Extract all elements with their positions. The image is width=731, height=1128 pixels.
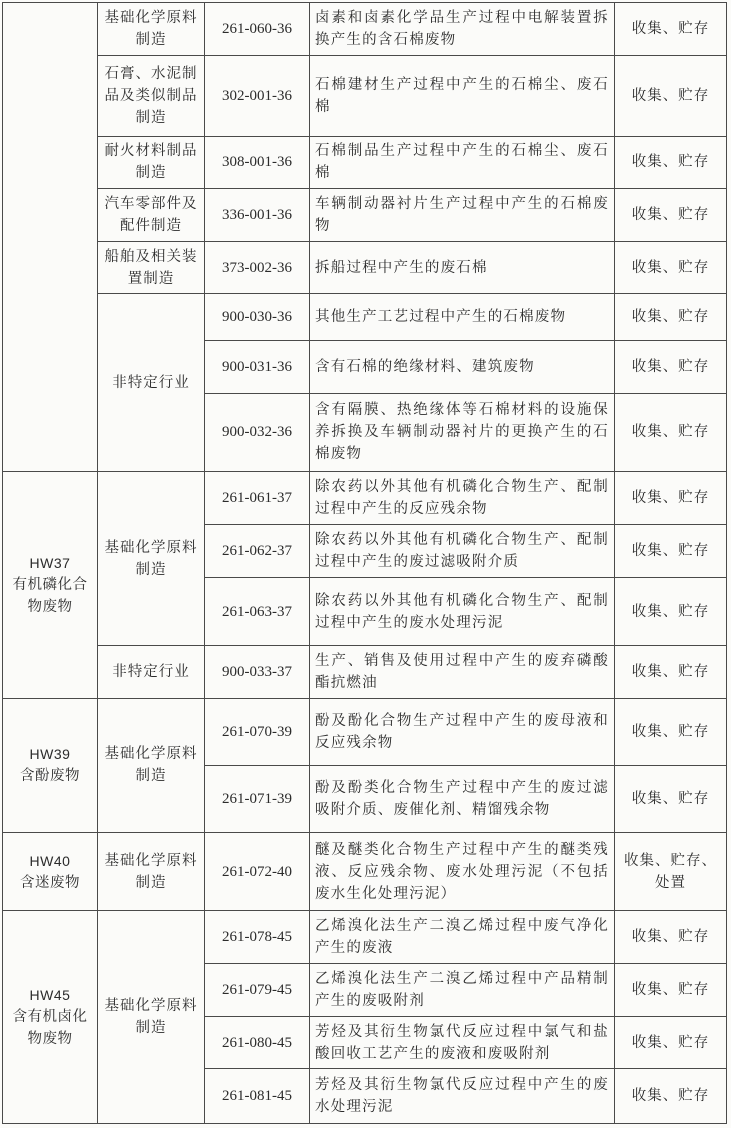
table-row: [3, 3, 727, 56]
table-row: [3, 55, 727, 136]
waste-code-cell: 261-071-39: [205, 765, 310, 832]
handling-method-cell: 收集、贮存: [615, 136, 727, 189]
handling-method-cell: 收集、贮存: [615, 1069, 727, 1124]
waste-category-cell: [3, 699, 98, 833]
waste-code-cell: 336-001-36: [205, 189, 310, 242]
waste-code-cell: 373-002-36: [205, 241, 310, 294]
waste-description-cell: 醚及醚类化合物生产过程中产生的醚类残液、反应残余物、废水处理污泥（不包括废水生化处理污泥）: [310, 832, 615, 911]
handling-method-cell: 收集、贮存、处置: [615, 832, 727, 911]
waste-code-cell: 261-070-39: [205, 699, 310, 766]
industry-cell: 耐火材料制品制造: [98, 136, 205, 189]
waste-code-cell: 900-033-37: [205, 646, 310, 699]
handling-method-cell: 收集、贮存: [615, 577, 727, 646]
industry-cell: 汽车零部件及配件制造: [98, 189, 205, 242]
waste-code-cell: 302-001-36: [205, 55, 310, 136]
table-row: [3, 294, 727, 341]
category-code: HW39: [29, 746, 71, 763]
industry-cell: 基础化学原料制造: [98, 911, 205, 1124]
waste-description-cell: 酚及酚类化合物生产过程中产生的废过滤吸附介质、废催化剂、精馏残余物: [310, 765, 615, 832]
hazardous-waste-table: [2, 2, 727, 1124]
waste-description-cell: 含有石棉的绝缘材料、建筑废物: [310, 340, 615, 393]
waste-code-cell: 261-081-45: [205, 1069, 310, 1124]
handling-method-cell: 收集、贮存: [615, 241, 727, 294]
category-name: 含酚废物: [20, 768, 80, 785]
industry-cell: 石膏、水泥制品及类似制品制造: [98, 55, 205, 136]
waste-code-cell: 308-001-36: [205, 136, 310, 189]
category-code: HW45: [29, 987, 71, 1004]
waste-description-cell: 石棉制品生产过程中产生的石棉尘、废石棉: [310, 136, 615, 189]
handling-method-cell: 收集、贮存: [615, 1016, 727, 1069]
category-name: 含有机卤化物废物: [12, 1009, 88, 1048]
waste-code-cell: 261-062-37: [205, 525, 310, 578]
handling-method-cell: 收集、贮存: [615, 646, 727, 699]
waste-description-cell: 乙烯溴化法生产二溴乙烯过程中产品精制产生的废吸附剂: [310, 964, 615, 1017]
handling-method-cell: 收集、贮存: [615, 911, 727, 964]
category-code: HW40: [29, 852, 71, 869]
handling-method-cell: 收集、贮存: [615, 340, 727, 393]
industry-cell: 基础化学原料制造: [98, 3, 205, 56]
handling-method-cell: 收集、贮存: [615, 393, 727, 472]
waste-description-cell: 除农药以外其他有机磷化合物生产、配制过程中产生的反应残余物: [310, 472, 615, 525]
category-code: HW37: [29, 555, 71, 572]
category-cell-continued: [3, 3, 98, 472]
handling-method-cell: 收集、贮存: [615, 699, 727, 766]
waste-description-cell: 芳烃及其衍生物氯代反应过程中产生的废水处理污泥: [310, 1069, 615, 1124]
industry-cell: 船舶及相关装置制造: [98, 241, 205, 294]
waste-code-cell: 900-030-36: [205, 294, 310, 341]
table-row: [3, 189, 727, 242]
table-row: [3, 472, 727, 525]
handling-method-cell: 收集、贮存: [615, 294, 727, 341]
handling-method-cell: 收集、贮存: [615, 189, 727, 242]
handling-method-cell: 收集、贮存: [615, 964, 727, 1017]
industry-cell: 非特定行业: [98, 294, 205, 472]
waste-description-cell: 卤素和卤素化学品生产过程中电解装置拆换产生的含石棉废物: [310, 3, 615, 56]
waste-description-cell: 拆船过程中产生的废石棉: [310, 241, 615, 294]
waste-category-cell: [3, 911, 98, 1124]
category-name: 含迷废物: [20, 874, 80, 891]
waste-description-cell: 酚及酚化合物生产过程中产生的废母液和反应残余物: [310, 699, 615, 766]
handling-method-cell: 收集、贮存: [615, 765, 727, 832]
waste-code-cell: 261-079-45: [205, 964, 310, 1017]
table-row: [3, 241, 727, 294]
waste-code-cell: 261-063-37: [205, 577, 310, 646]
table-row: [3, 832, 727, 911]
table-row: [3, 136, 727, 189]
waste-code-cell: 261-078-45: [205, 911, 310, 964]
waste-description-cell: 其他生产工艺过程中产生的石棉废物: [310, 294, 615, 341]
handling-method-cell: 收集、贮存: [615, 525, 727, 578]
waste-code-cell: 900-032-36: [205, 393, 310, 472]
table-row: [3, 911, 727, 964]
table-row: [3, 646, 727, 699]
waste-description-cell: 生产、销售及使用过程中产生的废弃磷酸酯抗燃油: [310, 646, 615, 699]
handling-method-cell: 收集、贮存: [615, 3, 727, 56]
waste-code-cell: 261-072-40: [205, 832, 310, 911]
waste-description-cell: 石棉建材生产过程中产生的石棉尘、废石棉: [310, 55, 615, 136]
waste-description-cell: 乙烯溴化法生产二溴乙烯过程中废气净化产生的废液: [310, 911, 615, 964]
industry-cell: 基础化学原料制造: [98, 832, 205, 911]
table-row: [3, 699, 727, 766]
waste-code-cell: 261-060-36: [205, 3, 310, 56]
industry-cell: 基础化学原料制造: [98, 699, 205, 833]
handling-method-cell: 收集、贮存: [615, 472, 727, 525]
waste-description-cell: 车辆制动器衬片生产过程中产生的石棉废物: [310, 189, 615, 242]
waste-description-cell: 含有隔膜、热绝缘体等石棉材料的设施保养拆换及车辆制动器衬片的更换产生的石棉废物: [310, 393, 615, 472]
industry-cell: 非特定行业: [98, 646, 205, 699]
waste-category-cell: [3, 832, 98, 911]
waste-description-cell: 除农药以外其他有机磷化合物生产、配制过程中产生的废水处理污泥: [310, 577, 615, 646]
waste-description-cell: 芳烃及其衍生物氯代反应过程中氯气和盐酸回收工艺产生的废液和废吸附剂: [310, 1016, 615, 1069]
waste-code-cell: 261-080-45: [205, 1016, 310, 1069]
category-name: 有机磷化合物废物: [12, 577, 88, 616]
waste-category-cell: [3, 472, 98, 699]
waste-code-cell: 900-031-36: [205, 340, 310, 393]
waste-description-cell: 除农药以外其他有机磷化合物生产、配制过程中产生的废过滤吸附介质: [310, 525, 615, 578]
industry-cell: 基础化学原料制造: [98, 472, 205, 646]
waste-code-cell: 261-061-37: [205, 472, 310, 525]
handling-method-cell: 收集、贮存: [615, 55, 727, 136]
